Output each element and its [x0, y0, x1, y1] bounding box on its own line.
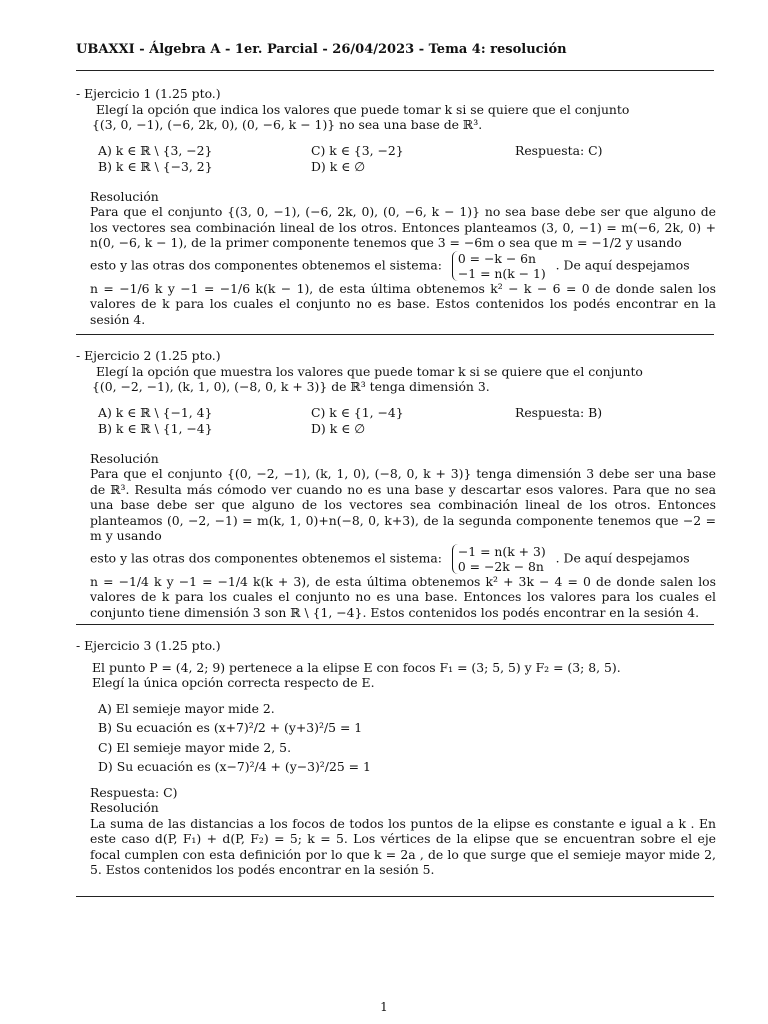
- exercise-2-option-c: C) k ∈ {1, −4}: [311, 404, 404, 420]
- exercise-1-option-a: A) k ∈ ℝ \ {3, −2}: [98, 142, 213, 158]
- page-number: 1: [380, 1000, 388, 1014]
- resolution-title: Resolución: [90, 450, 159, 466]
- exercise-3-option-a: A) El semieje mayor mide 2.: [98, 700, 275, 716]
- equation-system: −1 = n(k + 3) 0 = −2k − 8n: [452, 544, 546, 574]
- resolution-system-line: esto y las otras dos componentes obtenemos el sistema: 0 = −k − 6n −1 = n(k − 1) . De aquí despejamos: [90, 250, 690, 281]
- exercise-1-statement-line2: {(3, 0, −1), (−6, 2k, 0), (0, −6, k − 1)} no sea una base de ℝ³.: [92, 117, 483, 132]
- exercise-3-answer: Respuesta: C): [90, 784, 178, 800]
- resolution-text: Para que el conjunto {(0, −2, −1), (k, 1, 0), (−8, 0, k + 3)} tenga dimensión 3 debe ser una base de ℝ³. Resulta más cómodo ver cuando no es una base y descartar esos valores. Para que no sea una base debe ser que alguno de los vectores sea combinación lineal de los otros. Entonces planteamos (0, −2, −1) = m(k, 1, 0)+n(−8, 0, k+3), de la segunda componente tenemos que −2 = m y usando: [90, 466, 716, 543]
- resolution-text: La suma de las distancias a los focos de todos los puntos de la elipse es constante e igual a k . En este caso d(P, F₁) + d(P, F₂) = 5; k = 5. Los vértices de la elipse que se encuentran sobre el eje focal cumplen con esta definición por lo que k = 2a , de lo que surge que el semieje mayor mide 2, 5. Estos contenidos los podés encontrar en la sesión 5.: [90, 815, 716, 877]
- exercise-3: [76, 638, 716, 878]
- exercise-1-answer: Respuesta: C): [515, 142, 603, 158]
- resolution-title: Resolución: [90, 800, 159, 815]
- exercise-3-option-c: C) El semieje mayor mide 2, 5.: [98, 739, 292, 755]
- divider: [76, 70, 714, 71]
- exercise-1-option-d: D) k ∈ ∅: [311, 158, 366, 174]
- exercise-2-title: - Ejercicio 2 (1.25 pto.): [76, 348, 221, 363]
- exercise-3-option-b: B) Su ecuación es (x+7)²/2 + (y+3)²/5 = 1: [98, 720, 363, 735]
- resolution-system-line: esto y las otras dos componentes obtenemos el sistema: −1 = n(k + 3) 0 = −2k − 8n . De aquí despejamos: [90, 543, 690, 574]
- exercise-2-statement-line1: Elegí la opción que muestra los valores que puede tomar k si se quiere que el conjunto: [96, 363, 643, 379]
- exercise-1: [76, 86, 716, 327]
- exercise-2: [76, 348, 716, 620]
- exercise-1-resolution: [76, 189, 716, 328]
- exercise-2-resolution: [76, 451, 716, 621]
- exercise-3-statement-line2: Elegí la única opción correcta respecto de E.: [92, 675, 375, 690]
- divider: [76, 624, 714, 625]
- exercise-1-title: - Ejercicio 1 (1.25 pto.): [76, 86, 221, 101]
- exercise-2-option-a: A) k ∈ ℝ \ {−1, 4}: [98, 404, 213, 420]
- exercise-3-statement-line1: El punto P = (4, 2; 9) pertenece a la elipse E con focos F₁ = (3; 5, 5) y F₂ = (3; 8, 5).: [92, 659, 621, 675]
- exercise-2-statement-line2: {(0, −2, −1), (k, 1, 0), (−8, 0, k + 3)} de ℝ³ tenga dimensión 3.: [92, 379, 490, 394]
- equation-system: 0 = −k − 6n −1 = n(k − 1): [452, 251, 546, 281]
- exercise-2-options: [98, 405, 716, 437]
- resolution-text-continued: n = −1/6 k y −1 = −1/6 k(k − 1), de esta última obtenemos k² − k − 6 = 0 de donde salen los valores de k para los cuales el conjunto no es base. Estos contenidos los podés encontrar en la sesión 4.: [90, 280, 716, 327]
- resolution-title: Resolución: [90, 188, 159, 204]
- divider: [76, 334, 714, 335]
- resolution-text-continued: n = −1/4 k y −1 = −1/4 k(k + 3), de esta última obtenemos k² + 3k − 4 = 0 de donde salen los valores de k para los cuales el conjunto no es una base. Entonces los valores para los cuales el conjunto tiene dimensión 3 son ℝ \ {1, −4}. Estos contenidos los podés encontrar en la sesión 4.: [90, 573, 716, 620]
- exercise-3-options: [98, 701, 716, 775]
- exercise-2-option-d: D) k ∈ ∅: [311, 420, 366, 436]
- exercise-2-option-b: B) k ∈ ℝ \ {1, −4}: [98, 420, 213, 436]
- exercise-3-resolution: [76, 785, 716, 878]
- exercise-1-statement-line1: Elegí la opción que indica los valores que puede tomar k si se quiere que el conjunto: [96, 101, 630, 117]
- exercise-1-option-b: B) k ∈ ℝ \ {−3, 2}: [98, 158, 213, 174]
- exercise-2-answer: Respuesta: B): [515, 404, 603, 420]
- divider: [76, 896, 714, 897]
- exercise-3-option-d: D) Su ecuación es (x−7)²/4 + (y−3)²/25 = 1: [98, 759, 371, 774]
- exercise-3-title: - Ejercicio 3 (1.25 pto.): [76, 638, 221, 653]
- exercise-1-option-c: C) k ∈ {3, −2}: [311, 142, 404, 158]
- resolution-text: Para que el conjunto {(3, 0, −1), (−6, 2k, 0), (0, −6, k − 1)} no sea base debe ser que alguno de los vectores sea combinación lineal de los otros. Entonces planteamos (3, 0, −1) = m(−6, 2k, 0) + n(0, −6, k − 1), de la primer componente tenemos que 3 = −6m o sea que m = −1/2 y usando: [90, 204, 716, 250]
- page-header: UBAXXI - Álgebra A - 1er. Parcial - 26/04/2023 - Tema 4: resolución: [76, 42, 567, 57]
- exercise-1-options: [98, 143, 716, 175]
